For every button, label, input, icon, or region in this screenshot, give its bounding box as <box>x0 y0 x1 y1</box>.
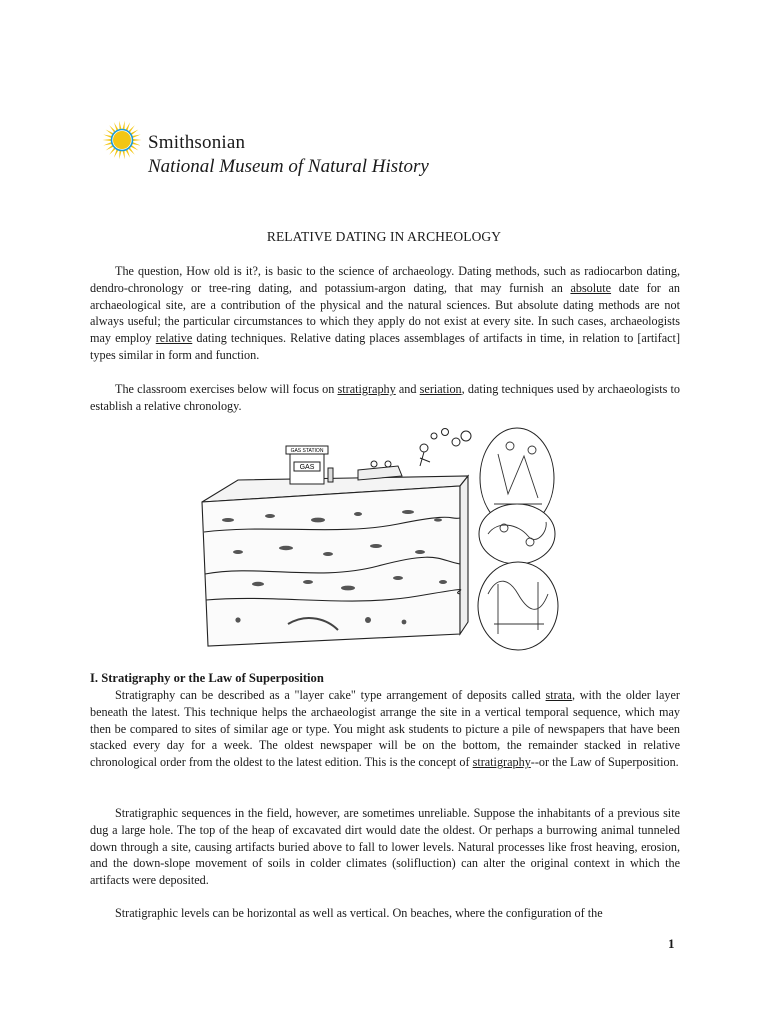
stratigraphy-term-2: stratigraphy <box>472 755 531 770</box>
sun-ray <box>126 122 130 130</box>
seriation-term: seriation <box>419 382 462 396</box>
sun-ray <box>114 122 118 130</box>
sun-ray <box>119 121 121 130</box>
sun-ray <box>109 125 115 132</box>
sun-ray <box>119 151 121 160</box>
absolute-term: absolute <box>570 280 612 295</box>
sun-ray <box>103 139 112 141</box>
sun-ray <box>106 129 114 134</box>
sun-ray <box>132 135 140 138</box>
stratigraphy-paragraph-3: Stratigraphic levels can be horizontal as well as vertical. On beaches, where the configuration of the <box>115 906 603 920</box>
page-number: 1 <box>668 936 675 951</box>
sun-ray <box>109 148 115 155</box>
sun-ray <box>103 142 111 145</box>
sun-ray <box>123 151 125 160</box>
sun-ray <box>128 148 134 155</box>
smithsonian-logo <box>102 120 429 177</box>
sun-ray <box>131 129 139 134</box>
sun-ray <box>114 150 118 158</box>
stratigraphy-term: stratigraphy <box>337 382 396 396</box>
sun-ray <box>126 150 130 158</box>
sun-ray <box>132 142 140 145</box>
logo-line-1: Smithsonian <box>148 132 246 153</box>
strata-term: strata <box>545 688 572 702</box>
excavators <box>358 444 430 480</box>
section-1-heading: I. Stratigraphy or the Law of Superposition <box>90 671 324 685</box>
intro-paragraph: The question, How old is it?, is basic to the science of archaeology. Dating methods, such as radiocarbon dating, dendro-chronology or tree-ring dating, and potassium-argon dating, that may furnish an absolute date for an archaeological site, are a contribution of the physical and the natural sciences. But absolute dating methods are not always useful; the particular circumstances to which they apply do not exist at every site. In such cases, archaeologists may employ relative dating techniques. Relative dating places assemblages of artifacts in time, in relation to [artifact] types similar in form and function. <box>90 264 680 362</box>
stratigraphy-paragraph-1: Stratigraphy can be described as a "layer cake" type arrangement of deposits called strata, with the older layer beneath the latest. This technique helps the archaeologist arrange the site in a vertical temporal sequence, which may then be compared to sites of similar age or type. You might ask students to picture a pile of newspapers that have been stacked every day for a week. The oldest newspaper will be on the bottom, the remainder stacked in relative chronological order from the oldest to the latest edition. This is the concept of stratigraphy--or the Law of Superposition. <box>90 688 680 770</box>
sun-disc <box>113 131 131 149</box>
sun-ray <box>128 125 134 132</box>
sun-ray <box>103 135 111 138</box>
logo-line-2: National Museum of Natural History <box>148 156 429 177</box>
sun-ray <box>133 139 142 141</box>
sign-top-label: GAS STATION <box>290 448 324 454</box>
document-title: RELATIVE DATING IN ARCHEOLOGY <box>266 229 502 244</box>
sun-ray <box>106 145 114 150</box>
stratigraphy-illustration <box>198 424 688 652</box>
block-right-face <box>460 476 468 634</box>
relative-term: relative <box>155 331 193 346</box>
sun-logo-icon <box>102 120 142 160</box>
exercises-paragraph: The classroom exercises below will focus on stratigraphy and seriation, dating techniques used by archaeologists to establish a relative chronology. <box>90 382 680 413</box>
sun-ray <box>131 145 139 150</box>
sun-ray <box>123 121 125 130</box>
sign-gas-label: GAS <box>299 464 315 471</box>
block-front-face <box>202 486 460 646</box>
stratigraphy-paragraph-2: Stratigraphic sequences in the field, however, are sometimes unreliable. Suppose the inhabitants of a previous site dug a large hole. The top of the heap of excavated dirt would date the oldest. Or perhaps a burrowing animal tunneled down through a site, causing artifacts buried above to fall to lower levels. Natural processes like frost heaving, erosion, and the down-slope movement of soils in colder climates (solifluction) can alter the original context in which the artifacts were deposited. <box>90 806 680 888</box>
